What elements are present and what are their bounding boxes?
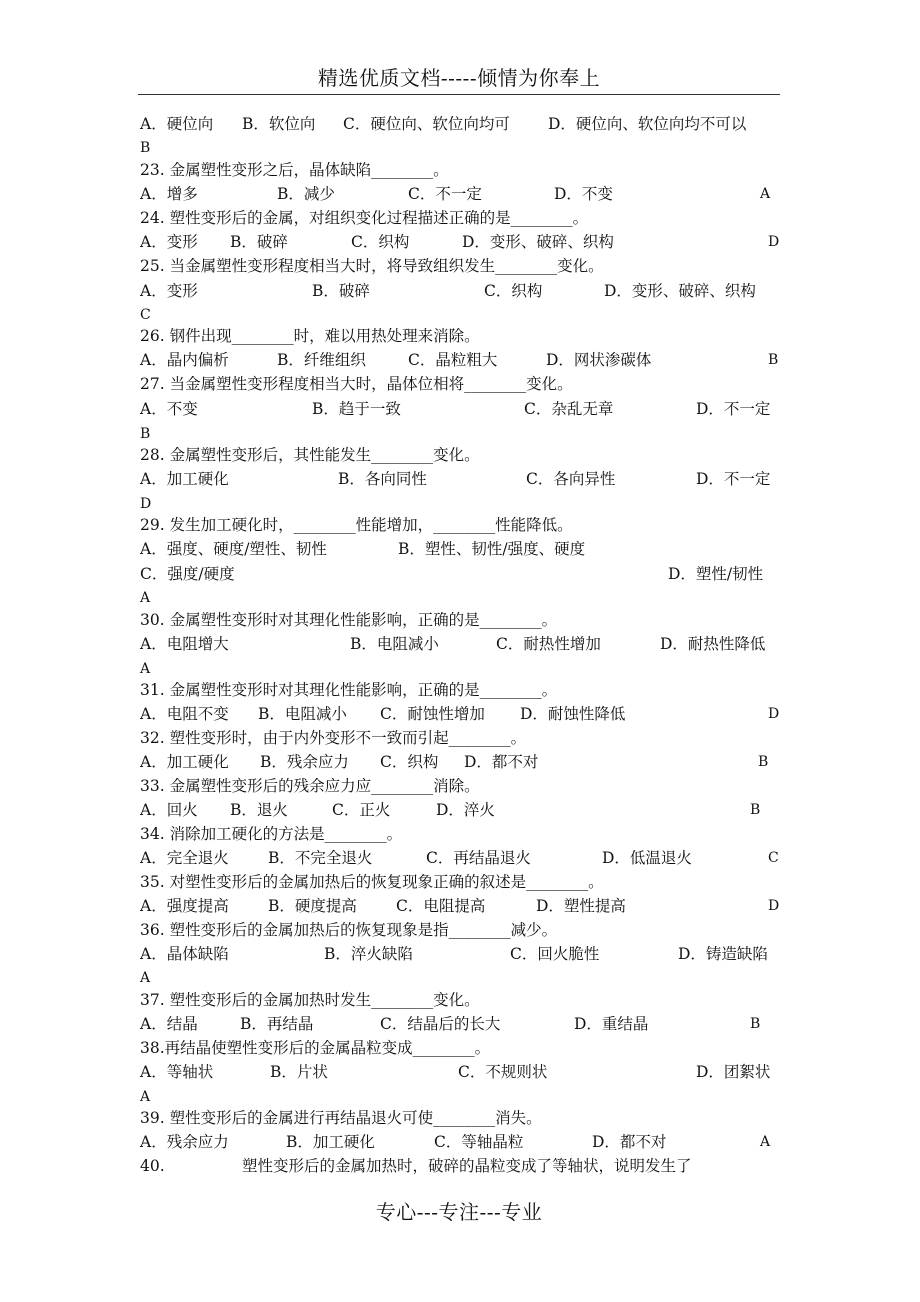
question-options	[140, 1060, 782, 1084]
option: B．淬火缺陷	[324, 945, 413, 963]
option: D．重结晶	[574, 1015, 649, 1033]
answer: A	[140, 970, 151, 986]
option: A．硬位向	[140, 115, 214, 133]
option: D．耐蚀性降低	[520, 705, 626, 723]
option: A．强度提高	[140, 897, 229, 915]
stem: 36. 塑性变形后的金属加热后的恢复现象是指________减少。	[140, 921, 558, 939]
option: C．耐热性增加	[496, 635, 601, 653]
stem: 23. 金属塑性变形之后，晶体缺陷________。	[140, 161, 449, 179]
question-options	[140, 279, 782, 303]
option: A．变形	[140, 233, 198, 251]
option: A．残余应力	[140, 1133, 229, 1151]
stem: 29. 发生加工硬化时，________性能增加，________性能降低。	[140, 516, 573, 534]
option: C．等轴晶粒	[434, 1133, 524, 1151]
option: B．加工硬化	[286, 1133, 375, 1151]
option: D．低温退火	[602, 849, 692, 867]
stem: 27. 当金属塑性变形程度相当大时，晶体位相将________变化。	[140, 375, 573, 393]
option: B．减少	[277, 185, 335, 203]
question-options	[140, 798, 782, 822]
question-options	[140, 397, 782, 421]
option: B．电阻减小	[258, 705, 347, 723]
stem: 34. 消除加工硬化的方法是________。	[140, 825, 403, 843]
option: B．不完全退火	[268, 849, 373, 867]
option: B．片状	[270, 1063, 328, 1081]
question-stem	[140, 988, 782, 1012]
answer: C	[140, 307, 151, 323]
answer: A	[760, 186, 771, 202]
question-stem	[140, 822, 782, 846]
question-answer	[140, 136, 782, 160]
question-options	[140, 894, 782, 918]
option: A．完全退火	[140, 849, 229, 867]
option: C．杂乱无章	[524, 400, 614, 418]
option: D．不一定	[696, 470, 771, 488]
option: B．纤维组织	[277, 351, 366, 369]
option: D．都不对	[592, 1133, 667, 1151]
option: B．软位向	[242, 115, 316, 133]
question-stem	[140, 608, 782, 632]
option: B．各向同性	[338, 470, 427, 488]
option: C．电阻提高	[396, 897, 486, 915]
option: C．耐蚀性增加	[380, 705, 485, 723]
question-stem	[140, 443, 782, 467]
option: D．硬位向、软位向均不可以	[548, 115, 747, 133]
option: C．强度/硬度	[140, 565, 235, 583]
page-footer: 专心---专注---专业	[375, 1200, 543, 1224]
question-stem	[140, 678, 782, 702]
option: D．铸造缺陷	[678, 945, 768, 963]
question-stem	[140, 774, 782, 798]
question-number: 40.	[140, 1157, 165, 1175]
option: C．织构	[484, 282, 543, 300]
option: A．晶内偏析	[140, 351, 229, 369]
question-options	[140, 846, 782, 870]
question-options	[140, 1130, 782, 1154]
stem: 32. 塑性变形时，由于内外变形不一致而引起________。	[140, 729, 527, 747]
question-options	[140, 1012, 782, 1036]
answer: B	[768, 352, 779, 368]
stem: 37. 塑性变形后的金属加热时发生________变化。	[140, 991, 480, 1009]
option: B．再结晶	[240, 1015, 314, 1033]
option: A．等轴状	[140, 1063, 214, 1081]
answer: A	[140, 1089, 151, 1105]
option: B．破碎	[230, 233, 288, 251]
question-stem	[140, 1036, 782, 1060]
question-answer	[140, 586, 782, 610]
answer: D	[768, 706, 780, 722]
stem: 25. 当金属塑性变形程度相当大时，将导致组织发生________变化。	[140, 257, 604, 275]
option: A．电阻增大	[140, 635, 229, 653]
question-options	[140, 230, 782, 254]
option: C．晶粒粗大	[408, 351, 498, 369]
question-answer	[140, 966, 782, 990]
question-stem	[140, 726, 782, 750]
question-options	[140, 750, 782, 774]
option: D．团絮状	[696, 1063, 771, 1081]
option: D．淬火	[436, 801, 495, 819]
answer: B	[758, 754, 769, 770]
option: B．残余应力	[260, 753, 349, 771]
answer: A	[140, 590, 151, 606]
question-stem	[140, 918, 782, 942]
question-options	[140, 942, 782, 966]
stem: 39. 塑性变形后的金属进行再结晶退火可使________消失。	[140, 1109, 542, 1127]
option: C．不一定	[408, 185, 482, 203]
answer: C	[768, 850, 779, 866]
option: C．织构	[351, 233, 410, 251]
option: C．再结晶退火	[426, 849, 531, 867]
answer: A	[140, 661, 151, 677]
stem: 38.再结晶使塑性变形后的金属晶粒变成________。	[140, 1039, 491, 1057]
question-stem	[140, 372, 782, 396]
question-stem	[140, 324, 782, 348]
question-stem	[140, 206, 782, 230]
option: A．回火	[140, 801, 198, 819]
stem: 31. 金属塑性变形时对其理化性能影响，正确的是________。	[140, 681, 558, 699]
question-stem	[140, 158, 782, 182]
answer: B	[140, 426, 151, 442]
option: D．变形、破碎、织构	[462, 233, 614, 251]
question-options	[140, 632, 782, 656]
option: A．加工硬化	[140, 753, 229, 771]
option: D．不一定	[696, 400, 771, 418]
question-stem	[140, 1106, 782, 1130]
question-stem	[140, 254, 782, 278]
option: C．结晶后的长大	[380, 1015, 501, 1033]
question-stem	[140, 513, 782, 537]
stem: 30. 金属塑性变形时对其理化性能影响，正确的是________。	[140, 611, 558, 629]
option: A．结晶	[140, 1015, 198, 1033]
option: A．强度、硬度/塑性、韧性	[140, 540, 327, 558]
option: C．织构	[380, 753, 439, 771]
stem: 33. 金属塑性变形后的残余应力应________消除。	[140, 777, 480, 795]
question-options	[140, 182, 782, 206]
question-options	[140, 537, 782, 561]
question-options	[140, 702, 782, 726]
option: A．加工硬化	[140, 470, 229, 488]
question-options	[140, 467, 782, 491]
answer: D	[140, 496, 152, 512]
option: A．电阻不变	[140, 705, 229, 723]
option: B．电阻减小	[350, 635, 439, 653]
stem: 35. 对塑性变形后的金属加热后的恢复现象正确的叙述是________。	[140, 873, 604, 891]
question-options	[140, 348, 782, 372]
answer: D	[768, 234, 780, 250]
option: C．回火脆性	[510, 945, 600, 963]
option: A．增多	[140, 185, 198, 203]
option: B．硬度提高	[268, 897, 357, 915]
option: A．变形	[140, 282, 198, 300]
option: D．塑性/韧性	[668, 565, 764, 583]
question-stem	[140, 1154, 782, 1178]
option: B．塑性、韧性/强度、硬度	[398, 540, 586, 558]
header-divider	[138, 94, 780, 95]
answer: D	[768, 898, 780, 914]
answer: B	[750, 1016, 761, 1032]
option: C．正火	[332, 801, 391, 819]
answer: B	[140, 140, 151, 156]
option: D．网状渗碳体	[546, 351, 652, 369]
answer: B	[750, 802, 761, 818]
option: C．不规则状	[458, 1063, 548, 1081]
option: B．趋于一致	[312, 400, 401, 418]
option: A．不变	[140, 400, 198, 418]
stem: 28. 金属塑性变形后，其性能发生________变化。	[140, 446, 480, 464]
answer: A	[760, 1134, 771, 1150]
option: C．硬位向、软位向均可	[343, 115, 510, 133]
option: D．耐热性降低	[660, 635, 766, 653]
option: C．各向异性	[526, 470, 616, 488]
question-options	[140, 112, 782, 136]
stem: 塑性变形后的金属加热时，破碎的晶粒变成了等轴状，说明发生了	[242, 1157, 692, 1175]
option: D．塑性提高	[536, 897, 626, 915]
page-header: 精选优质文档-----倾情为你奉上	[317, 66, 601, 90]
option: B．退火	[230, 801, 288, 819]
option: D．不变	[554, 185, 613, 203]
question-stem	[140, 870, 782, 894]
question-options	[140, 562, 782, 586]
option: D．都不对	[464, 753, 539, 771]
option: B．破碎	[312, 282, 370, 300]
stem: 24. 塑性变形后的金属，对组织变化过程描述正确的是________。	[140, 209, 589, 227]
option: A．晶体缺陷	[140, 945, 229, 963]
option: D．变形、破碎、织构	[604, 282, 756, 300]
stem: 26. 钢件出现________时，难以用热处理来消除。	[140, 327, 480, 345]
